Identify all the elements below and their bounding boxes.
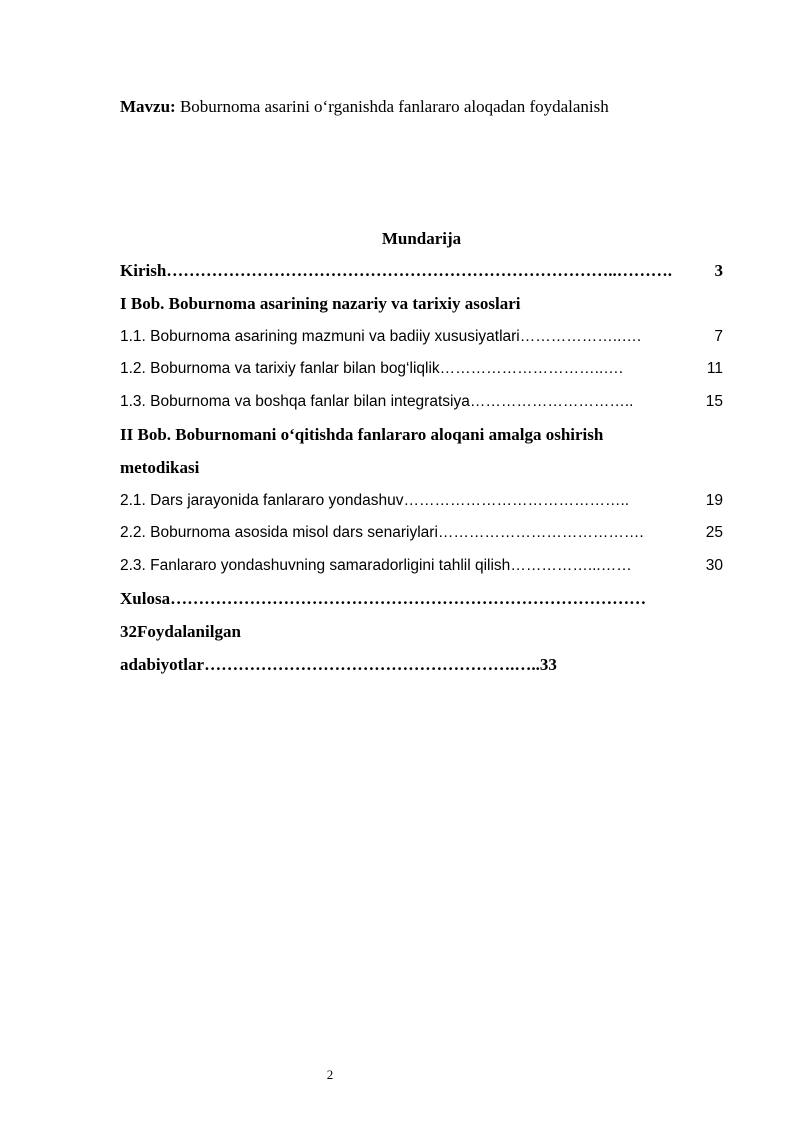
- toc-entry-text: 2.2. Boburnoma asosida misol dars senariylari: [120, 524, 438, 542]
- toc-entry-text: 1.3. Boburnoma va boshqa fanlar bilan integratsiya: [120, 393, 470, 411]
- page-number: 2: [326, 1067, 334, 1082]
- toc-entry-1-1: [120, 321, 723, 354]
- toc-entry-adabiyotlar: [120, 649, 723, 682]
- toc-entry-2-3: [120, 550, 723, 583]
- toc-entry-text: I Bob. Boburnoma asarining nazariy va tarixiy asoslari: [120, 293, 521, 313]
- toc-entry-text: Kirish: [120, 261, 167, 280]
- toc-entry-dots: ………………..….: [519, 327, 642, 345]
- toc-entry-dots: …………………………..: [469, 393, 634, 411]
- toc-entry-text: adabiyotlar: [120, 654, 205, 674]
- toc-entry-2-1: [120, 485, 723, 518]
- toc-entry-text: metodikasi: [120, 457, 200, 477]
- toc-entry-dots: ……………………………………………….…..: [204, 654, 540, 674]
- toc-entry-1-2: [120, 353, 723, 386]
- toc-entry-page: 3: [714, 261, 723, 280]
- toc-entry-dots: …………………………..….: [439, 360, 624, 378]
- toc-entry-dots: ……………...……: [510, 557, 632, 575]
- toc-entry-page: 15: [705, 393, 723, 411]
- toc-title: Mundarija: [381, 229, 462, 248]
- toc-entry-page: 33: [539, 654, 557, 674]
- toc-entry-text: Xulosa: [120, 588, 171, 608]
- toc-entry-dots: …………………………………………………………………………: [170, 588, 647, 608]
- toc-entry-page: 19: [705, 491, 723, 509]
- toc-entry-dots: ………………………………….: [437, 524, 644, 542]
- toc-entry-page: 25: [705, 524, 723, 542]
- toc-entry-page: 11: [706, 360, 723, 378]
- toc-entry-kirish: [120, 255, 723, 288]
- toc-entry-dots: ……………………………………..: [403, 491, 630, 509]
- toc-entry-page: 30: [705, 557, 723, 575]
- toc-entry-text: 2.3. Fanlararo yondashuvning samaradorligini tahlil qilish: [120, 557, 511, 575]
- toc-entry-dots: ……………………………………………………………………..……….: [166, 261, 673, 280]
- toc-chapter-2: [120, 419, 723, 452]
- toc-entry-text: II Bob. Boburnomani o‘qitishda fanlararo aloqani amalga oshirish: [120, 424, 604, 444]
- toc-entry-text: 1.1. Boburnoma asarining mazmuni va badiiy xususiyatlari: [120, 327, 520, 345]
- toc-entry-2-2: [120, 517, 723, 550]
- topic-line: [120, 96, 609, 118]
- toc-entry-text: 2.1. Dars jarayonida fanlararo yondashuv: [120, 491, 404, 509]
- toc-entry-xulosa: [120, 583, 723, 616]
- toc-entry-page: 7: [714, 327, 723, 345]
- toc-chapter-1: [120, 288, 723, 321]
- toc-entry-1-3: [120, 386, 723, 419]
- topic-label: Mavzu:: [120, 97, 176, 116]
- toc-entry-foydalanilgan: [120, 616, 723, 649]
- topic-text: Boburnoma asarini o‘rganishda fanlararo aloqadan foydalanish: [175, 97, 609, 116]
- toc-chapter-2-continued: [120, 452, 723, 485]
- toc-entry-text: 1.2. Boburnoma va tarixiy fanlar bilan bog‘liqlik: [120, 360, 440, 378]
- table-of-contents: [120, 255, 723, 681]
- toc-entry-text: 32Foydalanilgan: [120, 621, 241, 641]
